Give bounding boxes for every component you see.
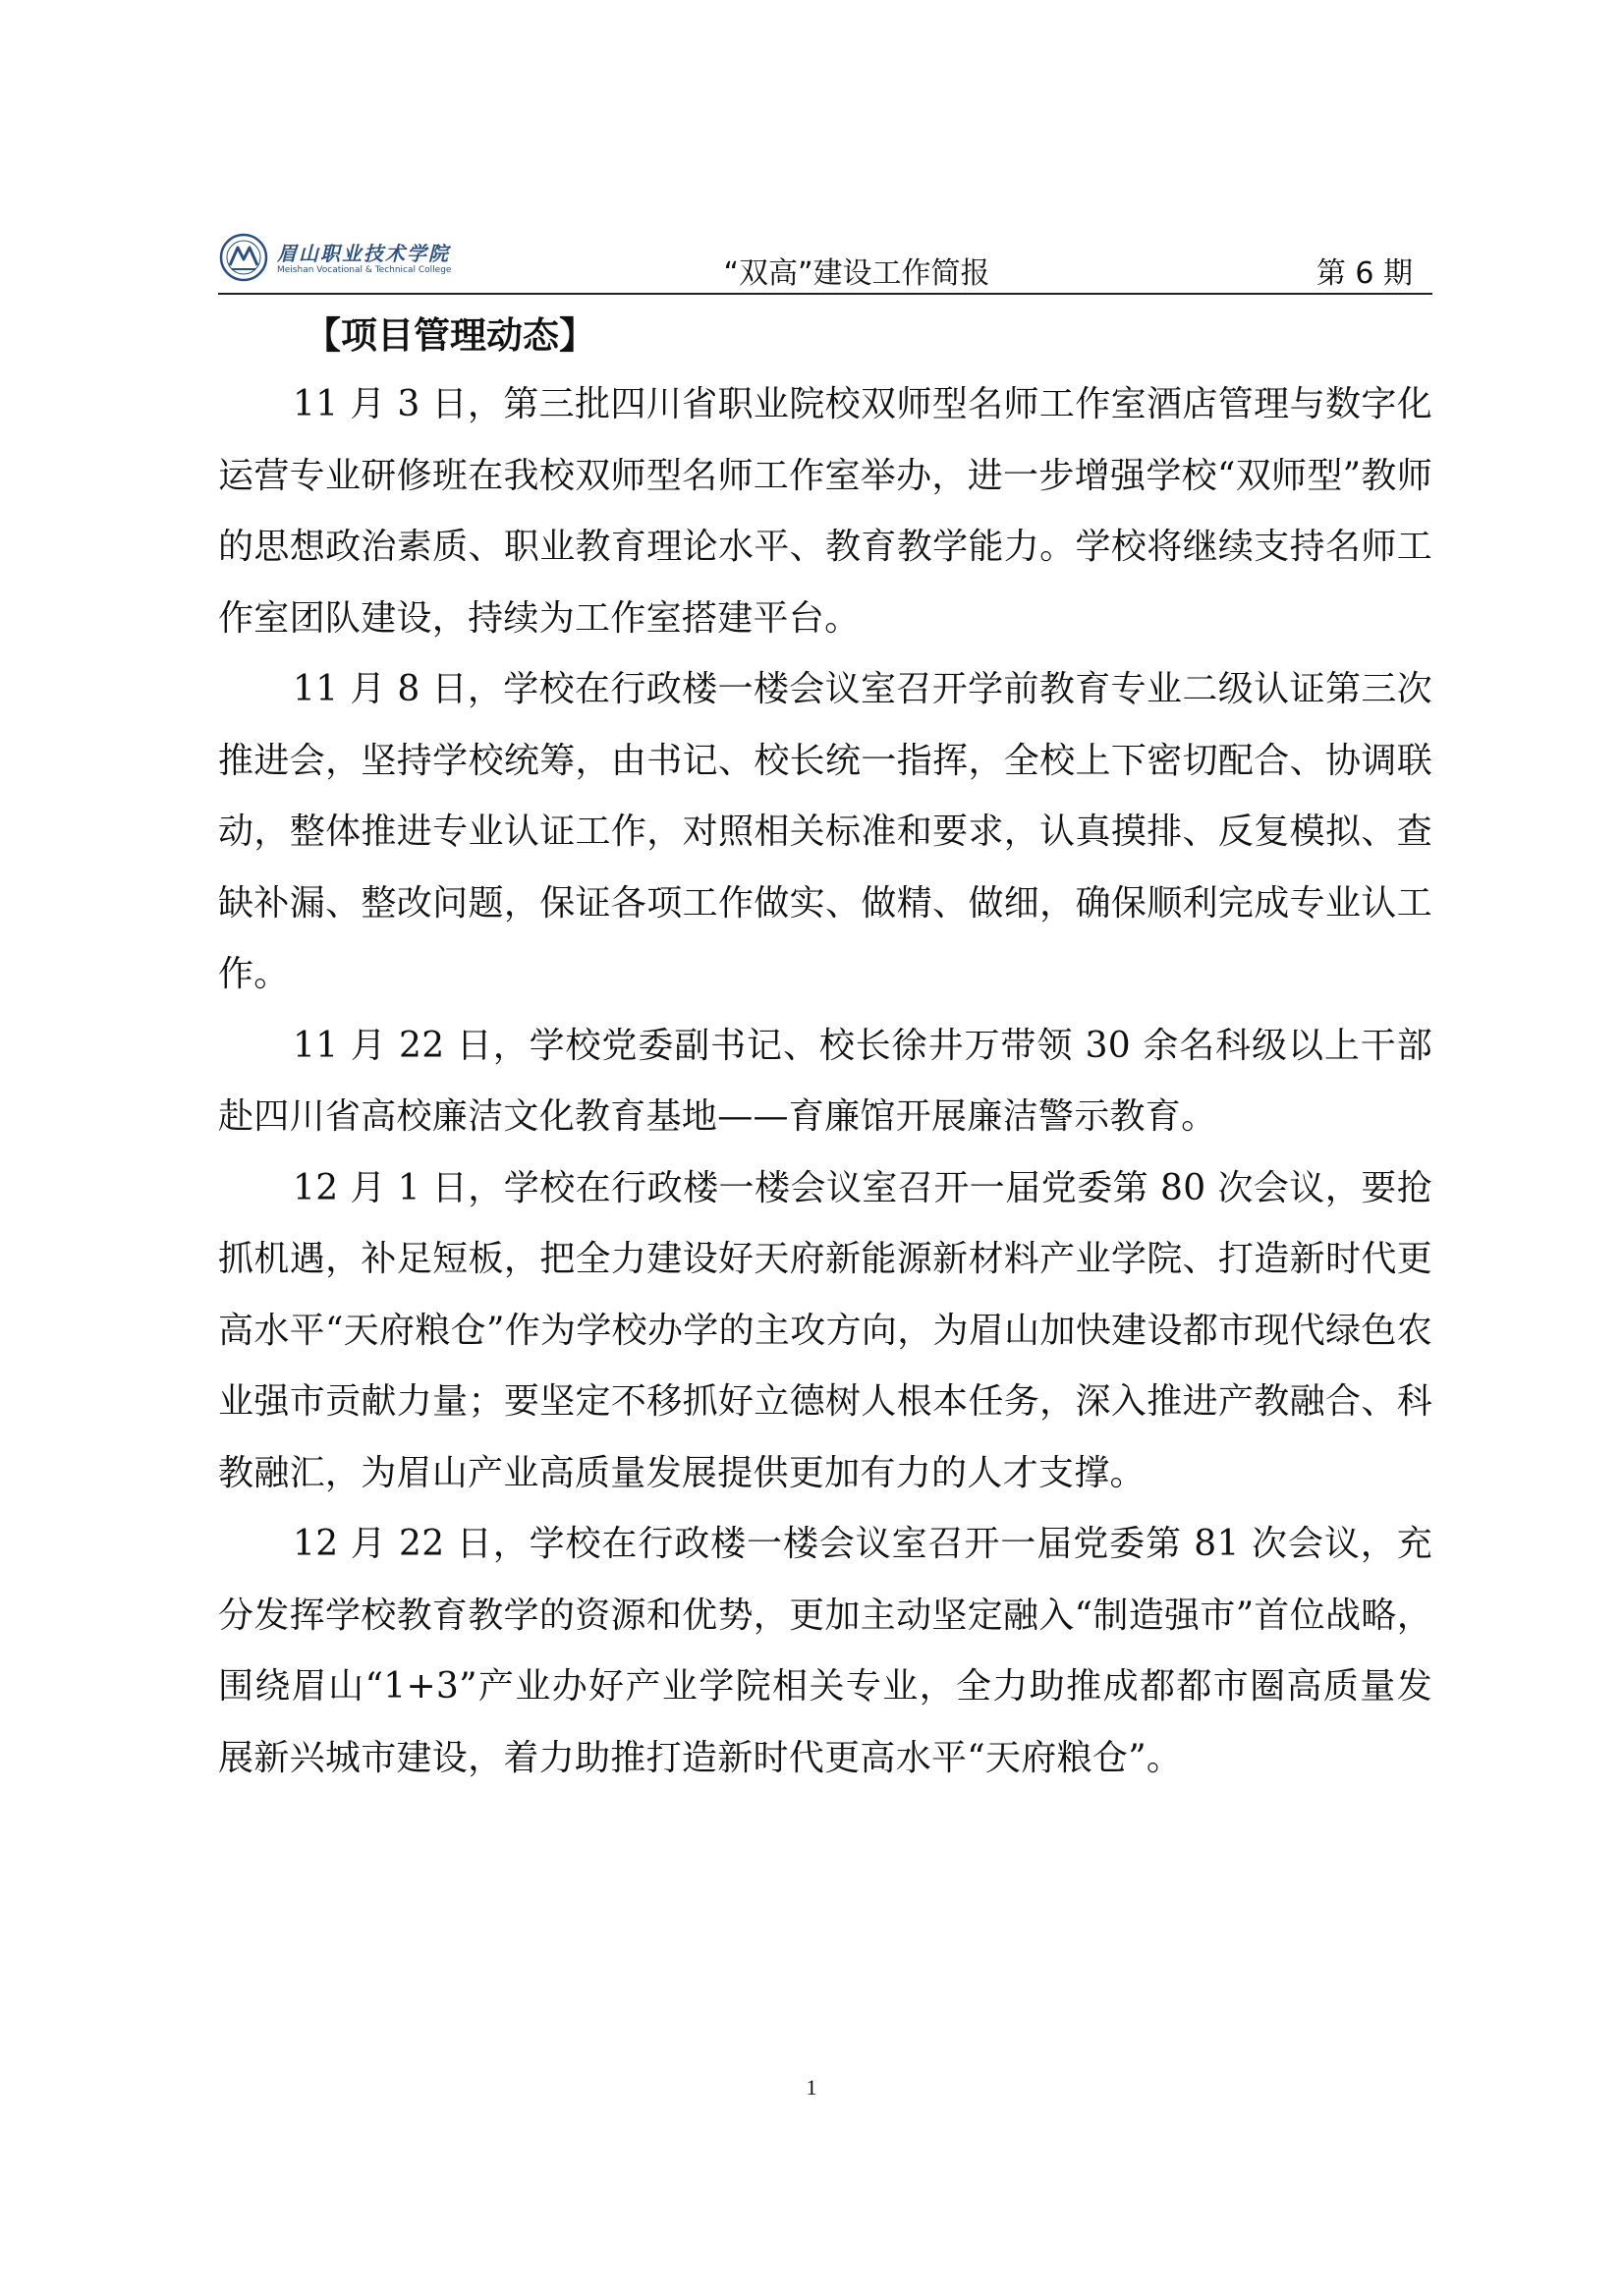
news-paragraph: 12 月 1 日，学校在行政楼一楼会议室召开一届党委第 80 次会议，要抢抓机遇，补足短板，把全力建设好天府新能源新材料产业学院、打造新时代更高水平“天府粮仓”作为学校办学的主攻方向，为眉山加快建设都市现代绿色农业强市贡献力量；要坚定不移抓好立德树人根本任务，深入推进产教融合、科教融汇，为眉山产业高质量发展提供更加有力的人才支撑。	[218, 1167, 1432, 1493]
section-heading: 【项目管理动态】	[305, 314, 595, 357]
college-emblem-icon	[218, 232, 269, 283]
news-paragraph: 11 月 8 日，学校在行政楼一楼会议室召开学前教育专业二级认证第三次推进会，坚持学校统筹，由书记、校长统一指挥，全校上下密切配合、协调联动，整体推进专业认证工作，对照相关标准和要求，认真摸排、反复模拟、查缺补漏、整改问题，保证各项工作做实、做精、做细，确保顺利完成专业认工作。	[218, 669, 1432, 994]
page-number: 1	[806, 2075, 817, 2100]
logo-college-name-en: Meishan Vocational & Technical College	[277, 265, 452, 275]
bulletin-title: “双高”建设工作简报	[723, 256, 990, 291]
issue-number: 第 6 期	[1315, 256, 1413, 291]
news-paragraph: 12 月 22 日，学校在行政楼一楼会议室召开一届党委第 81 次会议，充分发挥学校教育教学的资源和优势，更加主动坚定融入“制造强市”首位战略，围绕眉山“1+3”产业办好产业学院相关专业，全力助推成都都市圈高质量发展新兴城市建设，着力助推打造新时代更高水平“天府粮仓”。	[218, 1524, 1432, 1778]
page-header	[218, 224, 1432, 295]
news-paragraph: 11 月 22 日，学校党委副书记、校长徐井万带领 30 余名科级以上干部赴四川省高校廉洁文化教育基地——育廉馆开展廉洁警示教育。	[218, 1025, 1432, 1137]
college-logo	[218, 232, 474, 287]
news-paragraph: 11 月 3 日，第三批四川省职业院校双师型名师工作室酒店管理与数字化运营专业研修班在我校双师型名师工作室举办，进一步增强学校“双师型”教师的思想政治素质、职业教育理论水平、教育教学能力。学校将继续支持名师工作室团队建设，持续为工作室搭建平台。	[218, 384, 1432, 639]
page-content	[218, 307, 1432, 1794]
logo-college-name-cn: 眉山职业技术学院	[277, 242, 450, 265]
